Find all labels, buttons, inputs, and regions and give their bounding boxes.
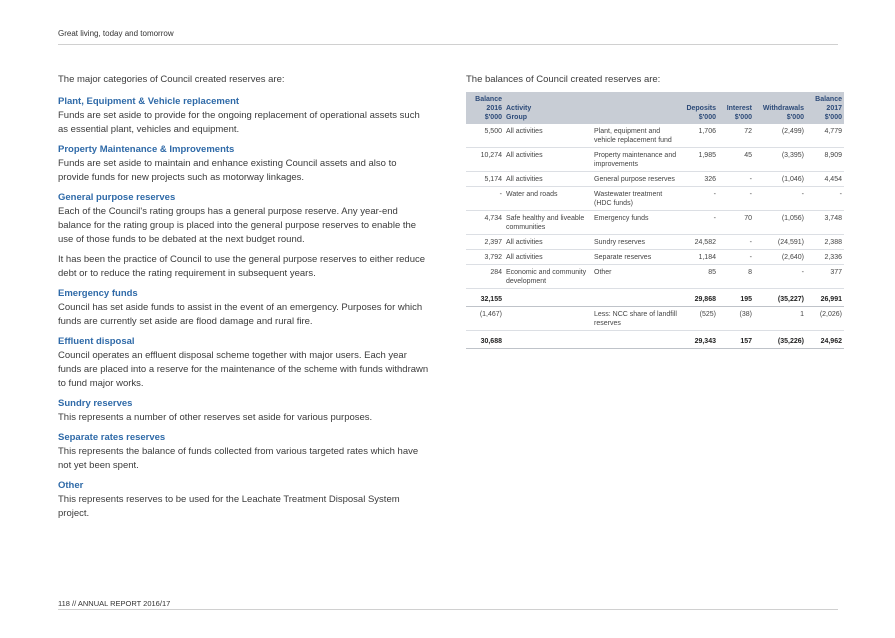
category-heading: General purpose reserves: [58, 192, 176, 203]
cell-withdrawals: (35,227): [754, 289, 806, 307]
category-heading: Property Maintenance & Improvements: [58, 144, 235, 155]
cell-balance-2016: 5,174: [466, 172, 504, 187]
cell-balance-2016: 3,792: [466, 250, 504, 265]
header-balance-2017: Balance 2017 $'000: [806, 92, 844, 124]
reserve-categories-column: [58, 73, 430, 527]
table-row: [466, 148, 844, 172]
cell-balance-2017: 4,779: [806, 124, 844, 148]
total-row: [466, 331, 844, 349]
category-description: This represents reserves to be used for the Leachate Treatment Disposal System project.: [58, 494, 400, 519]
category-section: [58, 479, 430, 521]
cell-balance-2017: 26,991: [806, 289, 844, 307]
header-deposits: Deposits $'000: [682, 92, 718, 124]
cell-withdrawals: (2,499): [754, 124, 806, 148]
table-row: [466, 250, 844, 265]
cell-withdrawals: (24,591): [754, 235, 806, 250]
categories-intro: The major categories of Council created reserves are:: [58, 74, 285, 85]
cell-reserve-name: Emergency funds: [592, 211, 682, 235]
cell-deposits: 29,343: [682, 331, 718, 349]
category-sections: [58, 95, 430, 521]
cell-interest: (38): [718, 307, 754, 331]
cell-activity-group: [504, 289, 592, 307]
cell-withdrawals: (2,640): [754, 250, 806, 265]
category-description: This represents a number of other reserves set aside for various purposes.: [58, 412, 373, 423]
cell-activity-group: All activities: [504, 235, 592, 250]
cell-deposits: 1,706: [682, 124, 718, 148]
running-header: Great living, today and tomorrow: [58, 29, 174, 38]
cell-activity-group: All activities: [504, 148, 592, 172]
cell-activity-group: All activities: [504, 250, 592, 265]
category-description: It has been the practice of Council to use the general purpose reserves to either reduce debt or to reduce the rating requirement in subsequent years.: [58, 254, 426, 279]
cell-balance-2016: (1,467): [466, 307, 504, 331]
category-heading: Other: [58, 480, 84, 491]
category-description: Each of the Council's rating groups has a general purpose reserve. Any year-end balance for the rating group is placed into the general purpose reserves to enable the use of those funds to be debated at the next budget round.: [58, 206, 417, 245]
header-reserve: [592, 92, 682, 124]
adjustment-row: [466, 307, 844, 331]
header-activity-group: Activity Group: [504, 92, 592, 124]
category-description: Funds are set aside to maintain and enhance existing Council assets and also to provide funds for new projects such as motorway linkages.: [58, 158, 397, 183]
cell-deposits: 85: [682, 265, 718, 289]
category-section: [58, 335, 430, 391]
cell-interest: 72: [718, 124, 754, 148]
cell-balance-2017: -: [806, 187, 844, 211]
cell-withdrawals: (1,056): [754, 211, 806, 235]
cell-deposits: 326: [682, 172, 718, 187]
cell-deposits: (525): [682, 307, 718, 331]
table-row: [466, 172, 844, 187]
category-section: [58, 287, 430, 329]
header-withdrawals: Withdrawals $'000: [754, 92, 806, 124]
cell-balance-2016: 4,734: [466, 211, 504, 235]
cell-reserve-name: Other: [592, 265, 682, 289]
cell-activity-group: All activities: [504, 124, 592, 148]
balances-intro: The balances of Council created reserves are:: [466, 74, 661, 85]
header-interest: Interest $'000: [718, 92, 754, 124]
table-row: [466, 211, 844, 235]
cell-activity-group: [504, 331, 592, 349]
cell-deposits: 29,868: [682, 289, 718, 307]
cell-balance-2016: 284: [466, 265, 504, 289]
cell-interest: 157: [718, 331, 754, 349]
table-body: [466, 124, 844, 349]
cell-interest: -: [718, 172, 754, 187]
cell-balance-2016: 10,274: [466, 148, 504, 172]
footer-rule: [58, 609, 838, 610]
cell-balance-2016: -: [466, 187, 504, 211]
cell-deposits: -: [682, 211, 718, 235]
cell-deposits: 1,985: [682, 148, 718, 172]
reserve-balances-column: [466, 73, 844, 349]
cell-withdrawals: (1,046): [754, 172, 806, 187]
subtotal-row: [466, 289, 844, 307]
cell-balance-2016: 5,500: [466, 124, 504, 148]
cell-balance-2017: 4,454: [806, 172, 844, 187]
table-row: [466, 124, 844, 148]
cell-reserve-name: Property maintenance and improvements: [592, 148, 682, 172]
category-section: [58, 191, 430, 281]
cell-reserve-name: Wastewater treatment (HDC funds): [592, 187, 682, 211]
cell-activity-group: [504, 307, 592, 331]
cell-balance-2016: 32,155: [466, 289, 504, 307]
cell-reserve-name: [592, 289, 682, 307]
table-row: [466, 187, 844, 211]
cell-balance-2016: 30,688: [466, 331, 504, 349]
cell-interest: 70: [718, 211, 754, 235]
cell-balance-2017: 2,388: [806, 235, 844, 250]
cell-interest: 8: [718, 265, 754, 289]
table-header-row: [466, 92, 844, 124]
header-balance-2016: Balance 2016 $'000: [466, 92, 504, 124]
category-section: [58, 397, 430, 425]
cell-reserve-name: Sundry reserves: [592, 235, 682, 250]
table-row: [466, 265, 844, 289]
cell-activity-group: All activities: [504, 172, 592, 187]
cell-balance-2017: 3,748: [806, 211, 844, 235]
reserve-balances-table: [466, 92, 844, 349]
cell-deposits: -: [682, 187, 718, 211]
cell-reserve-name: [592, 331, 682, 349]
cell-interest: -: [718, 187, 754, 211]
cell-activity-group: Economic and community development: [504, 265, 592, 289]
category-heading: Plant, Equipment & Vehicle replacement: [58, 96, 240, 107]
cell-deposits: 1,184: [682, 250, 718, 265]
cell-balance-2017: 2,336: [806, 250, 844, 265]
cell-balance-2017: 24,962: [806, 331, 844, 349]
cell-withdrawals: (35,226): [754, 331, 806, 349]
category-heading: Effluent disposal: [58, 336, 135, 347]
cell-interest: -: [718, 250, 754, 265]
cell-balance-2017: (2,026): [806, 307, 844, 331]
cell-activity-group: Safe healthy and liveable communities: [504, 211, 592, 235]
category-section: [58, 95, 430, 137]
cell-withdrawals: (3,395): [754, 148, 806, 172]
cell-interest: 45: [718, 148, 754, 172]
category-heading: Separate rates reserves: [58, 432, 166, 443]
header-rule: [58, 44, 838, 45]
cell-balance-2017: 8,909: [806, 148, 844, 172]
cell-reserve-name: Plant, equipment and vehicle replacement fund: [592, 124, 682, 148]
page-footer: 118 // ANNUAL REPORT 2016/17: [58, 599, 171, 608]
cell-withdrawals: -: [754, 265, 806, 289]
category-description: Council operates an effluent disposal scheme together with major users. Each year funds are placed into a reserve for the maintenance of the scheme with funds withdrawn to fund major works.: [58, 350, 429, 389]
cell-reserve-name: General purpose reserves: [592, 172, 682, 187]
cell-activity-group: Water and roads: [504, 187, 592, 211]
cell-reserve-name: Less: NCC share of landfill reserves: [592, 307, 682, 331]
cell-withdrawals: -: [754, 187, 806, 211]
category-description: This represents the balance of funds collected from various targeted rates which have not yet been spent.: [58, 446, 419, 471]
cell-reserve-name: Separate reserves: [592, 250, 682, 265]
cell-balance-2017: 377: [806, 265, 844, 289]
cell-interest: 195: [718, 289, 754, 307]
cell-balance-2016: 2,397: [466, 235, 504, 250]
category-description: Funds are set aside to provide for the ongoing replacement of operational assets such as essential plant, vehicles and equipment.: [58, 110, 420, 135]
cell-deposits: 24,582: [682, 235, 718, 250]
category-heading: Emergency funds: [58, 288, 138, 299]
category-heading: Sundry reserves: [58, 398, 133, 409]
cell-withdrawals: 1: [754, 307, 806, 331]
category-description: Council has set aside funds to assist in the event of an emergency. Purposes for which funds are currently set aside are flood damage and rural fire.: [58, 302, 423, 327]
table-row: [466, 235, 844, 250]
cell-interest: -: [718, 235, 754, 250]
category-section: [58, 143, 430, 185]
category-section: [58, 431, 430, 473]
